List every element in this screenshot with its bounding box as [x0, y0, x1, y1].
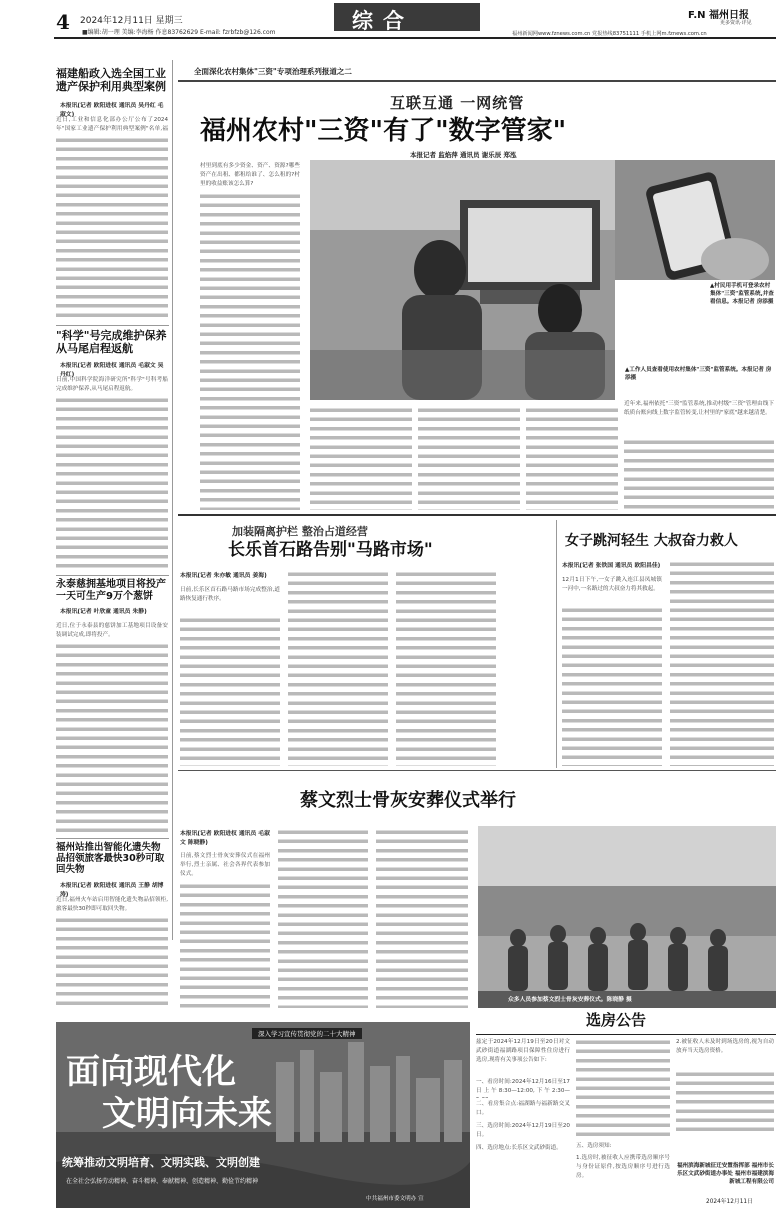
feature-lead: 村里到底有多少资金、资产、资源?哪些资产在出租、都租给谁了、怎么租的?村里的收益账该怎么算?	[200, 163, 300, 188]
feature-body-snippet: 近年来,福州依托"三资"监管系统,推动村级"三资"管理由线下纸质台账向线上数字监管转变,让村里的"家底"越来越清楚。	[624, 401, 774, 417]
notice-item: 四、选房地点:长乐区文武砂街道。	[476, 1145, 562, 1151]
notice-item: 二、看房集合点:福湖路与福新路交叉口。	[476, 1101, 570, 1117]
article-lead: 近日,工业和信息化部办公厅公布了2024年"国家工业遗产保护利用典型案例"名单,福	[56, 117, 168, 133]
ad-title-line2: 文明向未来	[102, 1094, 272, 1134]
phone-photo	[615, 160, 775, 280]
funeral-body-col	[376, 828, 468, 1008]
feature-byline: 本报记者 监焰萍 通讯员 谢乐辰 郑泓	[410, 151, 517, 159]
article-lead: 近日,福州火车站启用智能化遗失物品招领柜,旅客最快30秒即可取回失物。	[56, 897, 168, 913]
notice-body-col	[576, 1038, 670, 1138]
funeral-photo-caption: 众多人员参加蔡文烈士骨灰安葬仪式。陈晓静 摄	[508, 997, 632, 1003]
feature-body-col	[624, 438, 774, 510]
article-byline: 本报讯(记者 叶欣童 通讯员 朱静)	[60, 609, 147, 615]
rescue-headline: 女子跳河轻生 大叔奋力救人	[565, 533, 738, 549]
market-byline: 本报讯(记者 朱亦敏 通讯员 姜海)	[180, 573, 267, 579]
article-headline: 福建船政入选全国工业遗产保护利用典型案例	[56, 67, 166, 93]
feature-body-col	[200, 192, 300, 510]
civilization-ad	[56, 1022, 470, 1208]
funeral-headline: 蔡文烈士骨灰安葬仪式举行	[300, 790, 516, 811]
divider	[56, 575, 169, 576]
market-body-col	[288, 570, 388, 766]
feature-body-col	[418, 406, 520, 510]
office-photo	[310, 160, 615, 400]
notice-item: 三、选房时间:2024年12月19日至20日。	[476, 1123, 570, 1139]
feature-banner	[178, 60, 776, 86]
ad-slogan: 统筹推动文明培育、文明实践、文明创建	[62, 1156, 260, 1169]
notice-date: 2024年12月11日	[706, 1199, 753, 1205]
section-divider	[178, 514, 776, 516]
notice-item: 一、看房时间:2024年12月16日至17日上午8:30—12:00,下午2:30—	[476, 1079, 570, 1095]
rescue-byline: 本报讯(记者 张铁国 通讯员 欧阳昌佳)	[562, 563, 661, 569]
notice-title: 选房公告	[586, 1011, 647, 1029]
funeral-byline: 本报讯(记者 欧阳进权 通讯员 毛淑文 陈晓静)	[180, 831, 270, 846]
page-number: 4	[56, 10, 70, 34]
funeral-body-col	[180, 882, 270, 1008]
ad-title-line1: 面向现代化	[66, 1052, 236, 1092]
phone-scene-image	[615, 160, 775, 280]
article-headline: 福州站推出智能化遗失物品招领旅客最快30秒可取回失物	[56, 842, 165, 876]
editor-info: ■编辑:胡一理 美编:李海杨 作息83762629 E-mail: fzrbfzb@126.com	[82, 29, 276, 36]
ad-top-tag: 深入学习宣传贯彻党的二十大精神	[252, 1028, 362, 1039]
article-body	[56, 396, 168, 570]
paper-logo: F.N 福州日报	[688, 10, 750, 21]
market-body-col	[180, 616, 280, 766]
web-info: 福州新闻网www.fznews.com.cn 党报热线83751111 手机上网m.fznews.com.cn	[512, 31, 707, 37]
article-headline: "科学"号完成维护保养从马尾启程返航	[56, 329, 167, 355]
rescue-lead: 12月1日下午,一女子跳入连江县凤城镇一河中,一名路过的大叔奋力将其救起。	[562, 577, 662, 593]
ad-credit: 中共福州市委文明办 宣	[366, 1196, 424, 1202]
ad-sub: 在全社会弘扬劳动精神、奋斗精神、奉献精神、创造精神、勤俭节约精神	[66, 1178, 259, 1185]
notice-body-col	[676, 1070, 774, 1132]
article-headline: 永泰慈拥基地项目将投产一天可生产9万个葱饼	[56, 579, 166, 602]
masthead	[0, 0, 780, 40]
article-body	[56, 136, 168, 320]
notice-item: 2.被征收人未及时到场选房的,视为自动放弃当天选房资格。	[676, 1039, 774, 1055]
notice-signers: 福州滨海新城征迁安置指挥部 福州市长乐区文武砂街道办事处 福州市福建滨海新城工程有限公司	[676, 1163, 774, 1185]
notice-lead: 兹定于2024年12月19日至20日对文武砂街道福湖路项目保障性住房进行选房,现将有关事项公告如下:	[476, 1039, 570, 1064]
article-byline: 本报讯(记者 欧阳进权 通讯员 毛淑文 吴丹红)	[60, 363, 164, 378]
feature-body-col	[310, 406, 412, 510]
article-byline: 本报讯(记者 欧阳进权 通讯员 吴丹红 毛淑文)	[60, 103, 164, 118]
masthead-rule	[54, 37, 776, 39]
column-rule	[556, 520, 557, 768]
banner-rule	[178, 80, 776, 82]
funeral-scene-image	[478, 826, 776, 1008]
section-divider	[178, 770, 776, 771]
article-body	[56, 642, 168, 832]
feature-headline: 福州农村"三资"有了"数字管家"	[200, 116, 567, 146]
notice-item: 1.选房时,被征收人应携带选房顺序号与身份证原件,按选房顺序号进行选房。	[576, 1155, 670, 1180]
photo-caption: ▲村民用手机可登录农村集体"三资"监管系统,并查看信息。本报记者 房添摄	[710, 283, 774, 305]
feature-body-col	[526, 406, 618, 510]
divider	[56, 838, 169, 839]
market-headline: 长乐首石路告别"马路市场"	[228, 540, 433, 560]
article-lead: 日前,中国科学院海洋研究所"科学"号科考船完成维护保养,从马尾启程返航。	[56, 377, 168, 393]
column-rule	[172, 60, 173, 940]
notice-item: 五、选房须知:	[576, 1143, 612, 1149]
notice-rule	[476, 1034, 776, 1035]
feature-kicker: 互联互通 一网统管	[390, 94, 525, 112]
issue-date: 2024年12月11日 星期三	[80, 16, 183, 26]
funeral-photo	[478, 826, 776, 1008]
article-byline: 本报讯(记者 欧阳进权 通讯员 王静 胡博涛)	[60, 883, 164, 898]
market-body-col	[396, 570, 496, 766]
series-label: 全面深化农村集体"三资"专项治理系列报道之二	[194, 67, 352, 76]
section-title: 综合	[352, 8, 414, 33]
market-lead: 日前,长乐区首石路马路市场完成整治,道路恢复通行秩序。	[180, 587, 280, 603]
article-body	[56, 916, 168, 1008]
funeral-body-col	[278, 828, 368, 1008]
photo-caption: ▲工作人员查看使用农村集体"三资"监管系统。本报记者 房添摄	[625, 367, 772, 381]
office-scene-image	[310, 160, 615, 400]
funeral-lead: 日前,蔡文烈士骨灰安葬仪式在福州举行,烈士亲属、社会各界代表参加仪式。	[180, 853, 270, 878]
section-title-box	[334, 3, 480, 31]
rescue-body-col	[670, 560, 774, 766]
market-kicker: 加装隔离护栏 整治占道经营	[232, 525, 368, 538]
article-lead: 近日,位于永泰县的慈饼加工基地项目设备安装调试完成,即将投产。	[56, 623, 168, 639]
rescue-body-col	[562, 606, 662, 766]
paper-sub: 更多资讯·详见	[720, 20, 752, 26]
housing-notice	[476, 1012, 776, 1208]
divider	[56, 325, 169, 326]
